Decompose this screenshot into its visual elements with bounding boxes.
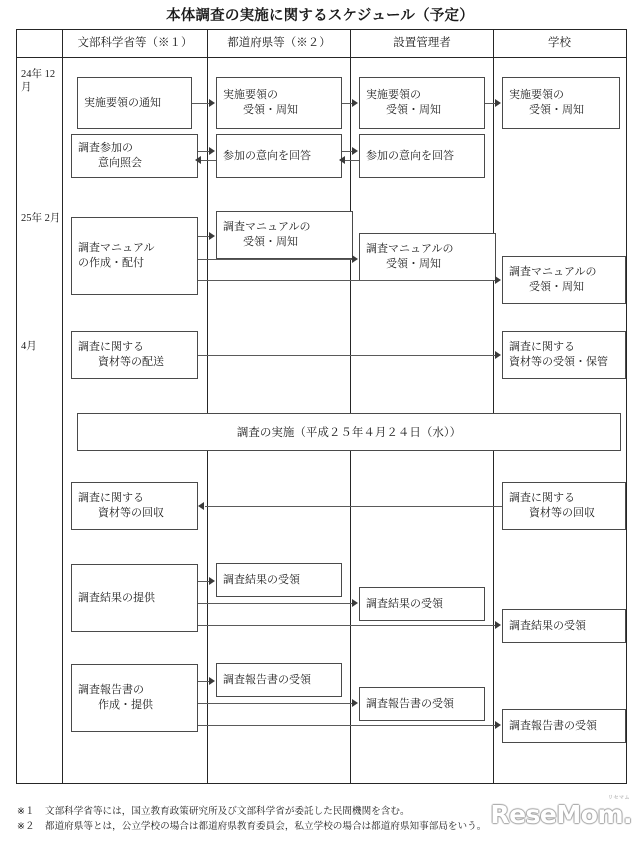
box-join-pref[interactable]	[216, 134, 342, 178]
box-line-2: 資材等の受領・保管	[509, 356, 608, 368]
date-label-2412	[21, 68, 63, 94]
arrow-result-admin	[352, 599, 358, 607]
page-title: 本体調査の実施に関するスケジュール（予定）	[166, 8, 474, 24]
box-report-school[interactable]	[502, 709, 626, 743]
box-manual-mext[interactable]	[71, 217, 198, 295]
box-line-2: の作成・配付	[78, 257, 144, 269]
box-line-1: 実施要領の通知	[84, 96, 161, 109]
box-line-1: 調査マニュアルの	[223, 221, 311, 233]
box-line-1: 調査結果の受領	[509, 619, 586, 632]
footnote-2	[17, 820, 486, 835]
column-divider-mext	[207, 30, 208, 783]
box-line-1: 調査に関する	[509, 492, 575, 504]
arrow-result-school	[495, 621, 501, 629]
box-report-admin[interactable]	[359, 687, 485, 721]
arrow-result-pref	[209, 577, 215, 585]
box-line-1: 調査報告書の	[78, 684, 144, 696]
date-label-04	[21, 340, 63, 353]
survey-execution-banner[interactable]	[77, 413, 621, 451]
box-line-2: 受領・周知	[243, 104, 298, 116]
box-line-1: 調査マニュアル	[78, 242, 155, 254]
connector-report-mext-admin	[198, 703, 353, 704]
watermark-ruby: リセマム	[608, 795, 630, 801]
connector-manual-mext-admin	[198, 259, 353, 260]
column-header-pref: 都道府県等（※２）	[227, 37, 331, 49]
box-line-2: 資材等の配送	[98, 356, 164, 368]
box-line-1: 調査に関する	[509, 341, 575, 353]
box-ship-mext[interactable]	[71, 331, 198, 379]
box-line-2: 受領・周知	[386, 258, 441, 270]
watermark-text: ReseMom.	[490, 800, 632, 829]
box-result-admin[interactable]	[359, 587, 485, 621]
box-join-mext[interactable]	[71, 134, 198, 178]
box-line-1: 調査報告書の受領	[223, 673, 311, 686]
box-line-2: 意向照会	[98, 157, 142, 169]
connector-result-mext-school	[198, 625, 496, 626]
connector-report-mext-school	[198, 725, 496, 726]
arrow-join-admin	[352, 147, 358, 155]
column-divider-pref	[350, 30, 351, 783]
arrow-ship-school	[495, 351, 501, 359]
footnote-1-text: 文部科学省等には，国立教育政策研究所及び文部科学省が委託した民間機関を含む。	[45, 806, 410, 817]
box-result-mext[interactable]	[71, 564, 198, 632]
box-ship-school[interactable]	[502, 331, 626, 379]
date-line-2: 2月	[44, 213, 61, 224]
arrow-join-pref-back	[339, 156, 345, 164]
connector-ship-mext-school	[198, 355, 496, 356]
box-line-1: 実施要領の	[223, 89, 278, 101]
banner-label: 調査の実施（平成２５年４月２４日（水））	[236, 427, 462, 439]
arrow-join-mext-back	[195, 156, 201, 164]
arrow-notice-admin	[352, 99, 358, 107]
column-header-school: 学校	[548, 37, 571, 49]
connector-join-pref-mext-back	[201, 160, 216, 161]
arrow-manual-school	[495, 276, 501, 284]
column-header-admin: 設置管理者	[393, 37, 451, 49]
box-line-1: 調査に関する	[78, 492, 144, 504]
date-line-2: 12月	[21, 69, 56, 93]
box-line-1: 調査結果の受領	[223, 573, 300, 586]
footnote-1-marker: ※１	[17, 806, 35, 817]
footnote-2-text: 都道府県等とは，公立学校の場合は都道府県教育委員会，私立学校の場合は都道府県知事部局をいう。	[45, 820, 487, 832]
header-divider	[17, 57, 626, 58]
arrow-notice-pref	[209, 99, 215, 107]
box-notice-school[interactable]	[502, 77, 620, 129]
column-divider-admin	[493, 30, 494, 783]
box-line-2: 資材等の回収	[98, 507, 164, 519]
box-collect-school[interactable]	[502, 482, 626, 530]
box-report-pref[interactable]	[216, 663, 342, 697]
arrow-report-admin	[352, 699, 358, 707]
box-result-pref[interactable]	[216, 563, 342, 597]
connector-notice-mext-pref	[192, 103, 210, 104]
box-line-2: 受領・周知	[529, 281, 584, 293]
box-line-1: 調査報告書の受領	[366, 697, 454, 710]
box-line-1: 調査結果の受領	[366, 597, 443, 610]
date-line-1: 4月	[21, 341, 37, 352]
box-join-admin[interactable]	[359, 134, 485, 178]
arrow-manual-pref	[209, 232, 215, 240]
footnotes	[17, 805, 486, 834]
date-line-1: 24年	[21, 69, 42, 80]
footnote-1	[17, 805, 486, 820]
box-line-2: 資材等の回収	[529, 507, 595, 519]
box-line-1: 参加の意向を回答	[223, 149, 311, 162]
arrow-collect-mext	[198, 502, 204, 510]
column-divider-date	[62, 30, 63, 783]
arrow-report-pref	[209, 677, 215, 685]
box-line-1: 調査報告書の受領	[509, 719, 597, 732]
box-line-2: 作成・提供	[98, 699, 153, 711]
column-header-mext: 文部科学省等（※１）	[77, 37, 193, 49]
box-notice-mext[interactable]	[77, 77, 192, 129]
arrow-join-pref	[209, 147, 215, 155]
footnote-2-marker: ※２	[17, 820, 35, 832]
box-line-1: 調査参加の	[78, 142, 133, 154]
date-label-2502	[21, 212, 63, 225]
box-line-1: 調査結果の提供	[78, 591, 155, 604]
date-line-1: 25年	[21, 213, 42, 224]
box-notice-pref[interactable]	[216, 77, 342, 129]
box-result-school[interactable]	[502, 609, 626, 643]
box-line-1: 実施要領の	[366, 89, 421, 101]
box-line-1: 参加の意向を回答	[366, 149, 454, 162]
box-notice-admin[interactable]	[359, 77, 485, 129]
connector-result-mext-admin	[198, 603, 353, 604]
arrow-manual-admin	[352, 255, 358, 263]
box-manual-school[interactable]	[502, 256, 626, 304]
resemom-watermark	[490, 795, 632, 829]
box-line-1: 調査マニュアルの	[509, 266, 597, 278]
box-line-2: 受領・周知	[243, 236, 298, 248]
connector-join-admin-pref-back	[345, 160, 359, 161]
connector-collect-school-mext	[205, 506, 502, 507]
box-line-1: 実施要領の	[509, 89, 564, 101]
box-manual-pref[interactable]	[216, 211, 353, 259]
box-line-2: 受領・周知	[529, 104, 584, 116]
connector-manual-mext-school	[198, 280, 496, 281]
arrow-report-school	[495, 721, 501, 729]
box-line-1: 調査に関する	[78, 341, 144, 353]
schedule-table	[16, 29, 627, 784]
box-manual-admin[interactable]	[359, 233, 496, 281]
box-line-1: 調査マニュアルの	[366, 243, 454, 255]
box-line-2: 受領・周知	[386, 104, 441, 116]
arrow-notice-school	[495, 99, 501, 107]
box-report-mext[interactable]	[71, 664, 198, 732]
box-collect-mext[interactable]	[71, 482, 198, 530]
